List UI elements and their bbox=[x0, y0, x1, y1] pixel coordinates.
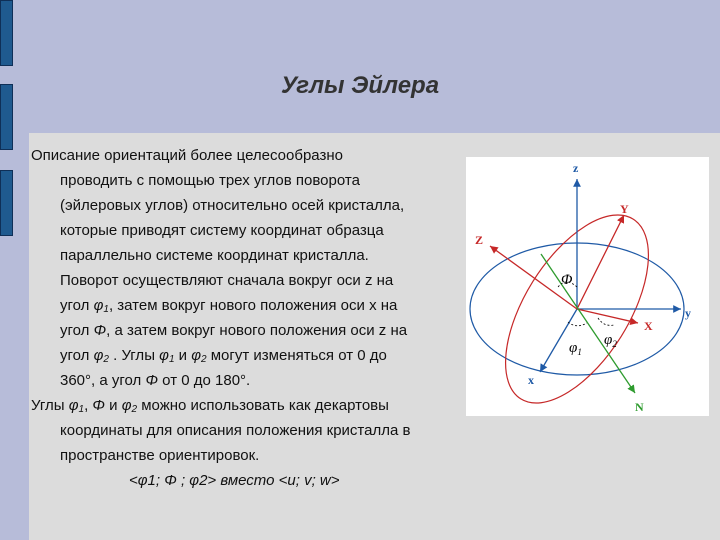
text-fragment: могут изменяться от 0 до bbox=[206, 347, 387, 364]
text-fragment: угол bbox=[60, 297, 94, 314]
text-fragment: . Углы bbox=[108, 347, 160, 364]
X-label: X bbox=[644, 319, 653, 333]
Phi-symbol: Φ bbox=[145, 372, 159, 389]
Phi-symbol: Φ bbox=[93, 322, 107, 339]
text-line: которые приводят систему координат образца bbox=[60, 222, 384, 239]
text-fragment: и bbox=[174, 347, 192, 364]
paragraph bbox=[31, 143, 461, 393]
text-fragment: угол bbox=[60, 347, 94, 364]
phi1-symbol: $\varphi_1$ bbox=[159, 347, 175, 365]
y-label: y bbox=[685, 306, 691, 320]
text-line bbox=[31, 368, 461, 393]
Z-label: Z bbox=[475, 233, 484, 247]
x-label: x bbox=[528, 373, 534, 387]
Y-axis bbox=[577, 215, 624, 309]
N-label: N bbox=[635, 400, 644, 414]
text-fragment: , а затем вокруг нового положения оси z на bbox=[106, 322, 408, 339]
body-text bbox=[31, 143, 461, 493]
text-fragment: угол bbox=[60, 322, 94, 339]
side-tab bbox=[0, 0, 13, 66]
Phi-symbol: Φ bbox=[92, 397, 105, 414]
z-label: z bbox=[573, 161, 579, 175]
side-tab bbox=[0, 170, 13, 236]
text-line: пространстве ориентировок. bbox=[60, 447, 260, 464]
phi1-symbol: $\varphi_1$ bbox=[68, 397, 85, 415]
text-line bbox=[31, 318, 461, 343]
text-fragment: можно использовать как декартовы bbox=[137, 397, 389, 414]
text-line: проводить с помощью трех углов поворота bbox=[60, 172, 360, 189]
phi2-symbol: $\varphi_2$ bbox=[191, 347, 207, 365]
text-fragment: от 0 до 180°. bbox=[158, 372, 251, 389]
phi2-symbol: $\varphi_2$ bbox=[93, 347, 109, 365]
Y-label: Y bbox=[620, 202, 629, 216]
phi2-angle-label: $\varphi_2$ bbox=[604, 332, 617, 349]
formula-line: <φ1; Φ ; φ2> вместо <u; v; w> bbox=[129, 472, 340, 489]
page-title: Углы Эйлера bbox=[280, 72, 440, 99]
text-line: Описание ориентаций более целесообразно bbox=[31, 147, 343, 164]
text-line bbox=[31, 293, 461, 318]
paragraph bbox=[31, 393, 461, 493]
phi1-symbol: $\varphi_1$ bbox=[93, 297, 109, 315]
text-line bbox=[31, 397, 389, 414]
Phi-angle-label: Φ bbox=[561, 272, 573, 288]
text-line: параллельно системе координат кристалла. bbox=[60, 247, 369, 264]
text-fragment: , bbox=[84, 397, 93, 414]
text-fragment: 360°, а угол bbox=[60, 372, 146, 389]
text-fragment: Углы bbox=[31, 397, 69, 414]
N-axis bbox=[541, 254, 635, 393]
text-line: (эйлеровых углов) относительно осей кристалла, bbox=[60, 197, 405, 214]
phi2-symbol: $\varphi_2$ bbox=[121, 397, 138, 415]
phi1-angle-label: $\varphi_1$ bbox=[569, 340, 582, 357]
text-fragment: и bbox=[104, 397, 122, 414]
text-fragment: , затем вокруг нового положения оси x на bbox=[108, 297, 398, 314]
text-line bbox=[31, 343, 461, 368]
euler-diagram bbox=[466, 157, 709, 416]
text-line: Поворот осуществляют сначала вокруг оси z на bbox=[60, 272, 394, 289]
euler-figure bbox=[466, 157, 709, 416]
text-line: координаты для описания положения кристалла в bbox=[60, 422, 411, 439]
